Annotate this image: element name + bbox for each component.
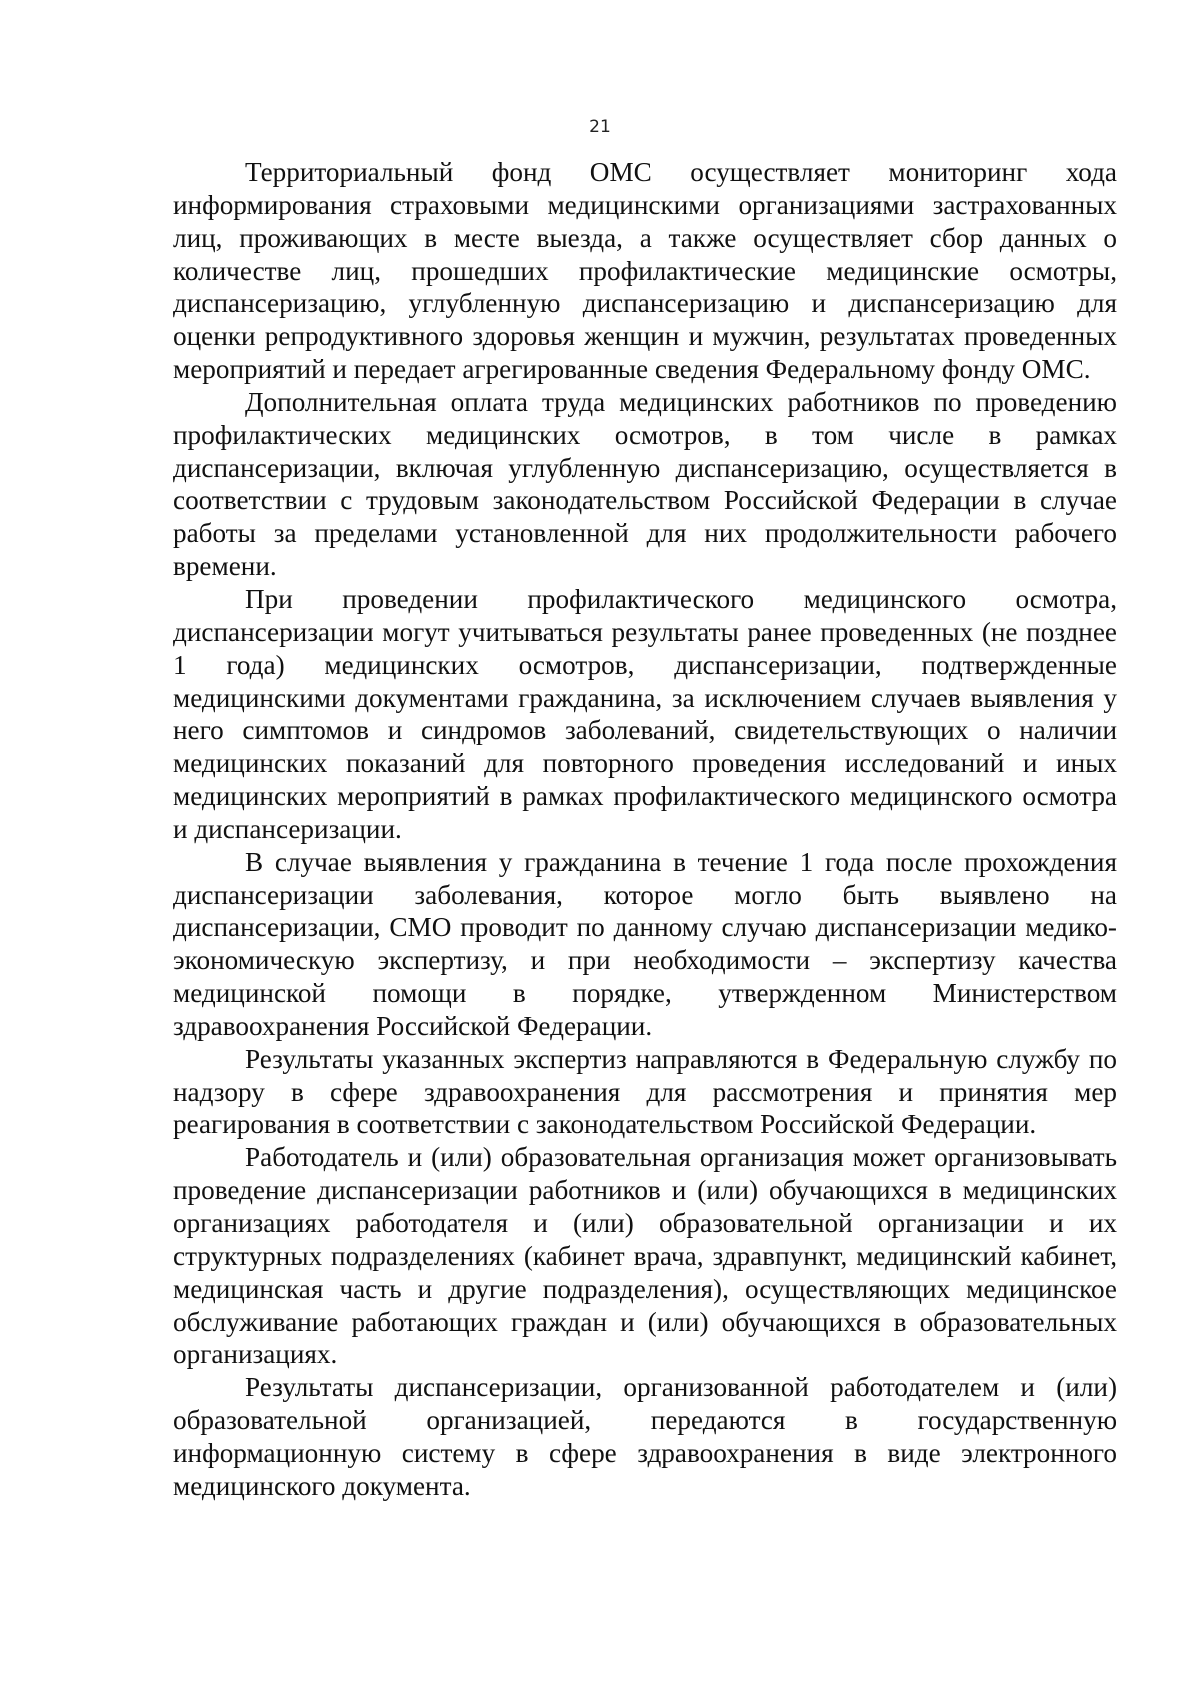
page-number: 21 (589, 117, 611, 137)
paragraph-7: Результаты диспансеризации, организованной работодателем и (или) образовательной организацией, передаются в государственную информационную систему в сфере здравоохранения в виде электронного медицинского документа. (173, 1372, 1117, 1501)
paragraph-3: При проведении профилактического медицинского осмотра, диспансеризации могут учитываться результаты ранее проведенных (не позднее 1 года) медицинских осмотров, диспансеризации, подтвержденные медицинскими документами гражданина, за исключением случаев выявления у него симптомов и синдромов заболеваний, свидетельствующих о наличии медицинских показаний для повторного проведения исследований и иных медицинских мероприятий в рамках профилактического медицинского осмотра и диспансеризации. (173, 583, 1117, 844)
paragraph-4: В случае выявления у гражданина в течение 1 года после прохождения диспансеризации заболевания, которое могло быть выявлено на диспансеризации, СМО проводит по данному случаю диспансеризации медико-экономическую экспертизу, и при необходимости – экспертизу качества медицинской помощи в порядке, утвержденном Министерством здравоохранения Российской Федерации. (173, 846, 1117, 1041)
paragraph-1: Территориальный фонд ОМС осуществляет мониторинг хода информирования страховыми медицинскими организациями застрахованных лиц, проживающих в месте выезда, а также осуществляет сбор данных о количестве лиц, прошедших профилактические медицинские осмотры, диспансеризацию, углубленную диспансеризацию и диспансеризацию для оценки репродуктивного здоровья женщин и мужчин, результатах проведенных мероприятий и передает агрегированные сведения Федеральному фонду ОМС. (173, 157, 1117, 385)
document-body (173, 156, 1117, 1503)
paragraph-2: Дополнительная оплата труда медицинских работников по проведению профилактических медицинских осмотров, в том числе в рамках диспансеризации, включая углубленную диспансеризацию, осуществляется в соответствии с трудовым законодательством Российской Федерации в случае работы за пределами установленной для них продолжительности рабочего времени. (173, 386, 1117, 582)
paragraph-5: Результаты указанных экспертиз направляются в Федеральную службу по надзору в сфере здравоохранения для рассмотрения и принятия мер реагирования в соответствии с законодательством Российской Федерации. (173, 1043, 1117, 1140)
paragraph-6: Работодатель и (или) образовательная организация может организовывать проведение диспансеризации работников и (или) обучающихся в медицинских организациях работодателя и (или) образовательной организации и их структурных подразделениях (кабинет врача, здравпункт, медицинский кабинет, медицинская часть и другие подразделения), осуществляющих медицинское обслуживание работающих граждан и (или) обучающихся в образовательных организациях. (173, 1142, 1117, 1370)
